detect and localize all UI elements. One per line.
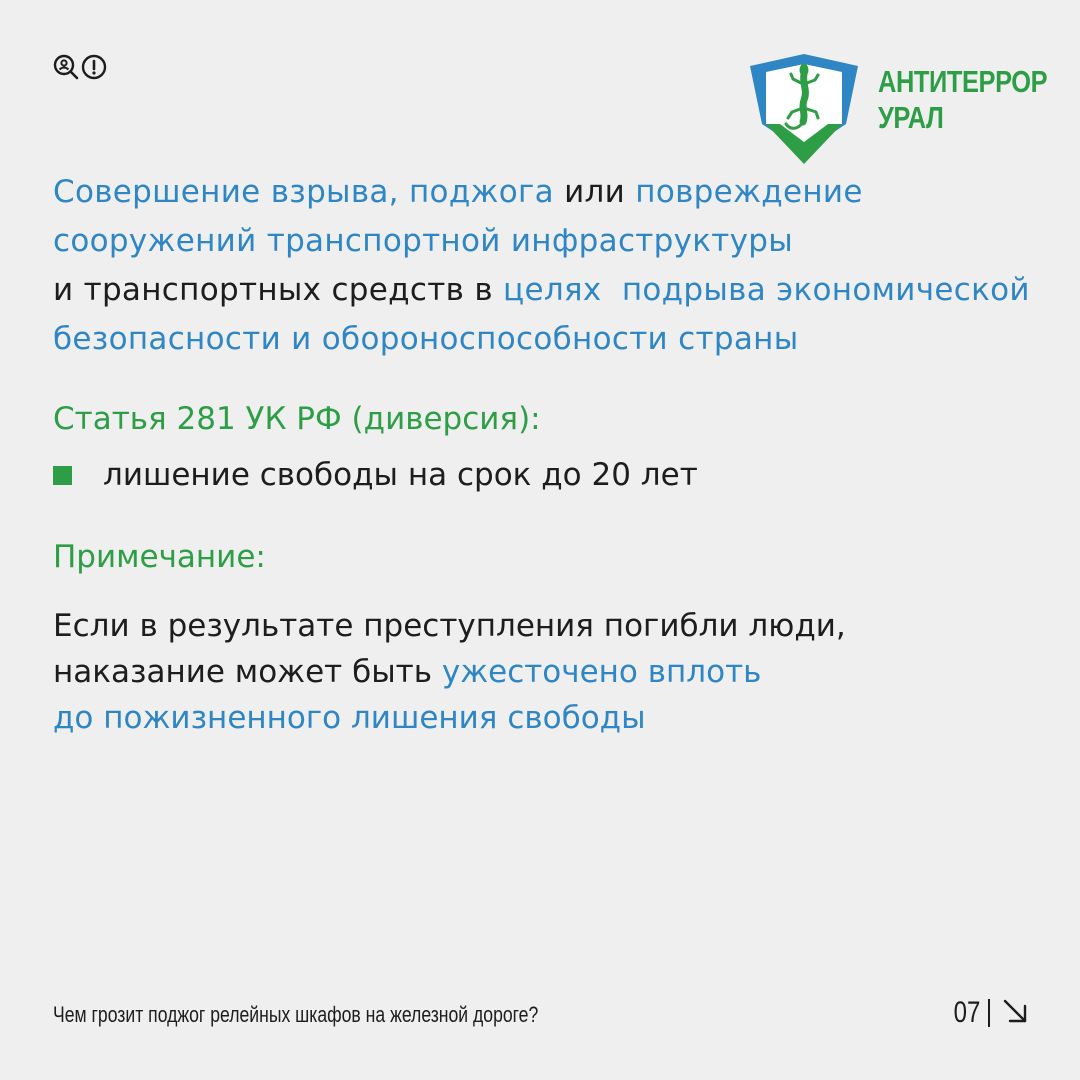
lead-highlight-2: повреждение — [635, 174, 863, 210]
lead-text-2: и транспортных средств в — [53, 272, 504, 308]
logo-text — [878, 64, 1047, 136]
footer-caption: Чем грозит поджог релейных шкафов на железной дороге? — [53, 1002, 539, 1027]
exclamation-circle-icon — [81, 54, 107, 80]
search-person-icon — [53, 54, 79, 80]
lizard-shield-logo-icon — [746, 52, 862, 172]
note-text-2: наказание может быть — [53, 654, 442, 690]
logo-line-2: УРАЛ — [878, 100, 944, 135]
list-item-text: лишение свободы на срок до 20 лет — [103, 457, 698, 493]
note-title: Примечание: — [53, 539, 266, 575]
note-highlight-2: до пожизненного лишения свободы — [53, 700, 646, 736]
lead-highlight-1: Совершение взрыва, поджога — [53, 174, 554, 210]
note-highlight-1: ужесточено вплоть — [441, 654, 762, 690]
lead-paragraph — [53, 168, 1053, 364]
bullet-square-icon — [53, 466, 72, 485]
lead-highlight-3: сооружений транспортной инфраструктуры — [53, 223, 794, 259]
arrow-down-right-icon[interactable] — [1002, 998, 1028, 1028]
main-content — [53, 168, 1053, 741]
lead-text-1: или — [553, 174, 636, 210]
footer — [53, 996, 1028, 1036]
note-paragraph — [53, 603, 1053, 741]
lead-highlight-5: безопасности и обороноспособности страны — [53, 321, 799, 357]
logo — [746, 52, 1080, 172]
lead-highlight-4: целях подрыва экономической — [503, 272, 1030, 308]
list-item — [53, 455, 1053, 495]
header-icons — [53, 54, 107, 80]
article-title: Статья 281 УК РФ (диверсия): — [53, 401, 541, 437]
pager — [947, 996, 1028, 1030]
note-text-1: Если в результате преступления погибли люди, — [53, 608, 846, 644]
page-number: 07 — [953, 996, 980, 1029]
logo-line-1: АНТИТЕРРОР — [878, 64, 1048, 99]
pager-divider — [988, 999, 990, 1027]
